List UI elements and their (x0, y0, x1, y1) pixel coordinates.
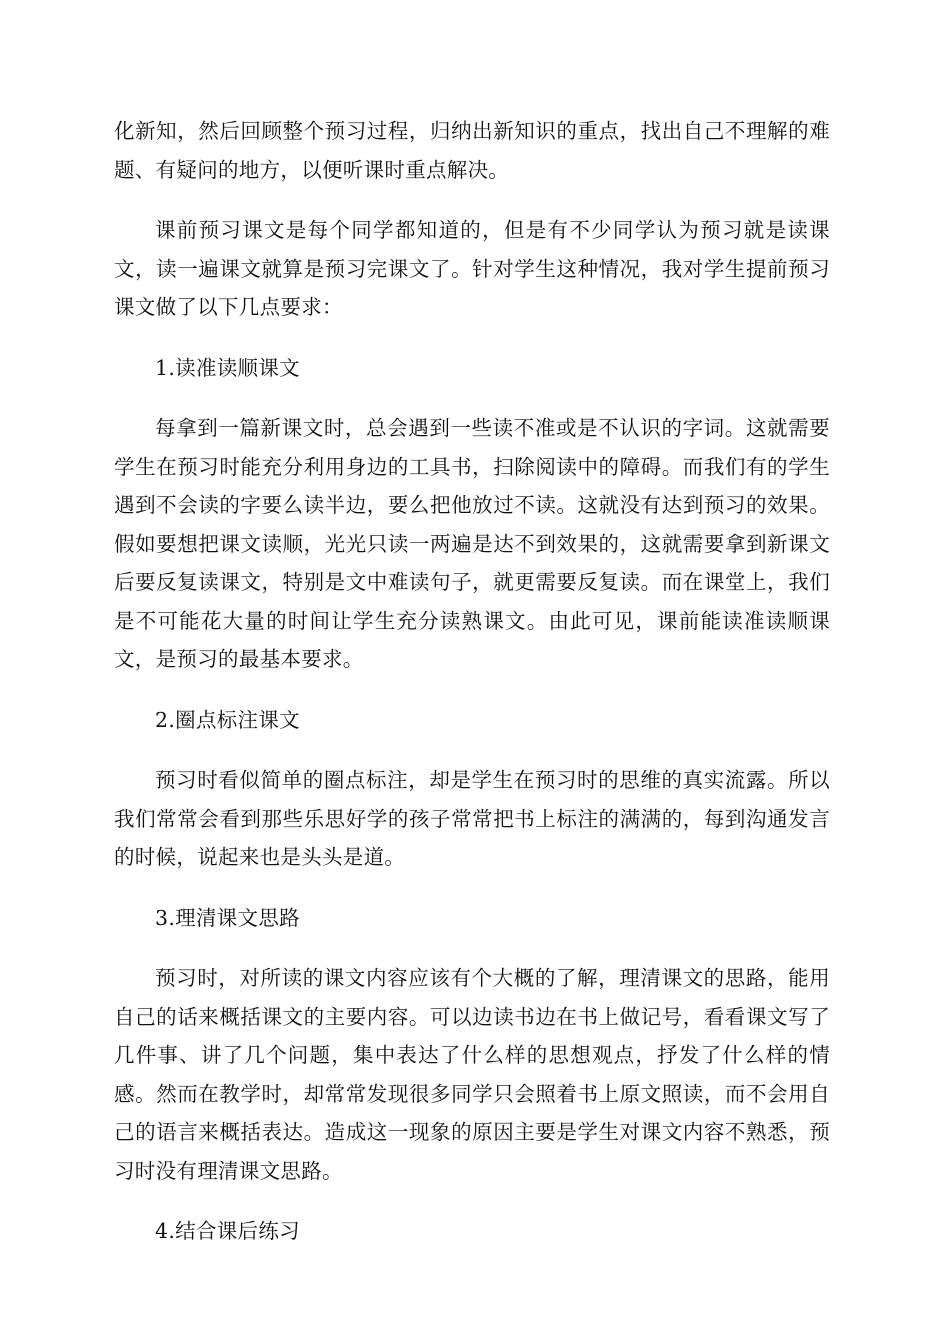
paragraph: 课前预习课文是每个同学都知道的，但是有不少同学认为预习就是读课文，读一遍课文就算是预习完课文了。针对学生这种情况，我对学生提前预习课文做了以下几点要求： (114, 218, 830, 319)
paragraph: 预习时，对所读的课文内容应该有个大概的了解，理清课文的思路，能用自己的话来概括课文的主要内容。可以边读书边在书上做记号，看看课文写了几件事、讲了几个问题，集中表达了什么样的思想观点，抒发了什么样的情感。然而在教学时，却常常发现很多同学只会照着书上原文照读，而不会用自己的语言来概括表达。造成这一现象的原因主要是学生对课文内容不熟悉，预习时没有理清课文思路。 (114, 966, 830, 1183)
paragraph: 化新知，然后回顾整个预习过程，归纳出新知识的重点，找出自己不理解的难题、有疑问的地方，以便听课时重点解决。 (114, 119, 830, 182)
document-page (114, 112, 830, 1273)
section-heading: 3.理清课文思路 (155, 905, 300, 930)
section-heading: 2.圈点标注课文 (155, 707, 300, 732)
paragraph: 每拿到一篇新课文时，总会遇到一些读不准或是不认识的字词。这就需要学生在预习时能充分利用身边的工具书，扫除阅读中的障碍。而我们有的学生遇到不会读的字要么读半边，要么把他放过不读。这就没有达到预习的效果。假如要想把课文读顺，光光只读一两遍是达不到效果的，这就需要拿到新课文后要反复读课文，特别是文中难读句子，就更需要反复读。而在课堂上，我们是不可能花大量的时间让学生充分读熟课文。由此可见，课前能读准读顺课文，是预习的最基本要求。 (114, 416, 830, 671)
section-heading: 1.读准读顺课文 (155, 355, 300, 380)
section-heading: 4.结合课后练习 (155, 1219, 300, 1243)
paragraph: 预习时看似简单的圈点标注，却是学生在预习时的思维的真实流露。所以我们常常会看到那些乐思好学的孩子常常把书上标注的满满的，每到沟通发言的时候，说起来也是头头是道。 (114, 768, 830, 869)
